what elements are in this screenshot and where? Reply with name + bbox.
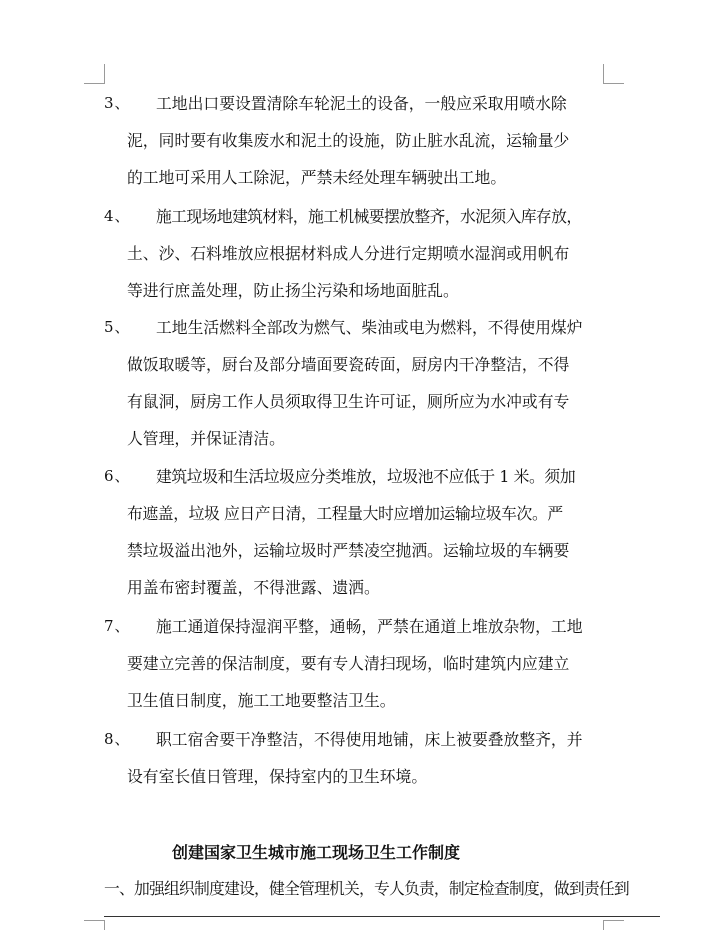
item-line: 等进行庶盖处理，防止扬尘污染和场地面脏乱。 xyxy=(127,281,459,300)
item-line: 泥，同时要有收集废水和泥土的设施，防止脏水乱流，运输量少 xyxy=(127,131,570,150)
item-line: 职工宿舍要干净整洁，不得使用地铺，床上被要叠放整齐，并 xyxy=(156,730,583,749)
item-line: 做饭取暖等，厨台及部分墙面要瓷砖面，厨房内干净整洁，不得 xyxy=(127,355,570,374)
item-line: 建筑垃圾和生活垃圾应分类堆放，垃圾池不应低于 1 米。须加 xyxy=(156,467,576,486)
crop-mark-bottom-right-v xyxy=(603,920,604,930)
crop-mark-top-right-v xyxy=(603,64,604,84)
item-line: 布遮盖，垃圾 应日产日清，工程量大时应增加运输垃圾车次。严 xyxy=(127,504,563,523)
item-number: 8、 xyxy=(104,730,131,748)
item-line: 用盖布密封覆盖，不得泄露、遗洒。 xyxy=(127,578,380,597)
item-line: 工地出口要设置清除车轮泥土的设备，一般应采取用喷水除 xyxy=(156,94,567,113)
section-first-line: 一、加强组织制度建设，健全管理机关，专人负责，制定检查制度，做到责任到 xyxy=(104,879,629,898)
crop-mark-bottom-left-h xyxy=(84,920,105,921)
item-line: 卫生值日制度，施工工地要整洁卫生。 xyxy=(127,691,396,710)
item-number: 6、 xyxy=(104,467,131,485)
item-line: 的工地可采用人工除泥，严禁未经处理车辆驶出工地。 xyxy=(127,168,507,187)
crop-mark-bottom-left-v xyxy=(104,920,105,930)
crop-mark-bottom-right-h xyxy=(603,920,624,921)
crop-mark-top-left-v xyxy=(104,64,105,84)
item-line: 禁垃圾溢出池外，运输垃圾时严禁凌空抛洒。运输垃圾的车辆要 xyxy=(127,541,570,560)
item-line: 人管理，并保证清洁。 xyxy=(127,429,285,448)
item-line: 施工现场地建筑材料，施工机械要摆放整齐，水泥须入库存放， xyxy=(156,207,582,226)
page-bottom-rule xyxy=(104,916,660,917)
crop-mark-top-left-h xyxy=(84,83,105,84)
item-line: 土、沙、石料堆放应根据材料成人分进行定期喷水湿润或用帆布 xyxy=(127,244,570,263)
item-line: 工地生活燃料全部改为燃气、柴油或电为燃料，不得使用煤炉 xyxy=(156,318,583,337)
crop-mark-top-right-h xyxy=(603,83,624,84)
item-number: 3、 xyxy=(104,94,131,112)
item-number: 7、 xyxy=(104,617,131,635)
item-number: 5、 xyxy=(104,318,131,336)
item-line: 要建立完善的保洁制度，要有专人清扫现场，临时建筑内应建立 xyxy=(127,654,570,673)
section-title: 创建国家卫生城市施工现场卫生工作制度 xyxy=(172,843,461,862)
item-line: 施工通道保持湿润平整，通畅，严禁在通道上堆放杂物，工地 xyxy=(156,617,583,636)
item-line: 有鼠洞，厨房工作人员须取得卫生许可证，厕所应为水冲或有专 xyxy=(127,392,570,411)
item-line: 设有室长值日管理，保持室内的卫生环境。 xyxy=(127,767,428,786)
item-number: 4、 xyxy=(104,207,131,225)
